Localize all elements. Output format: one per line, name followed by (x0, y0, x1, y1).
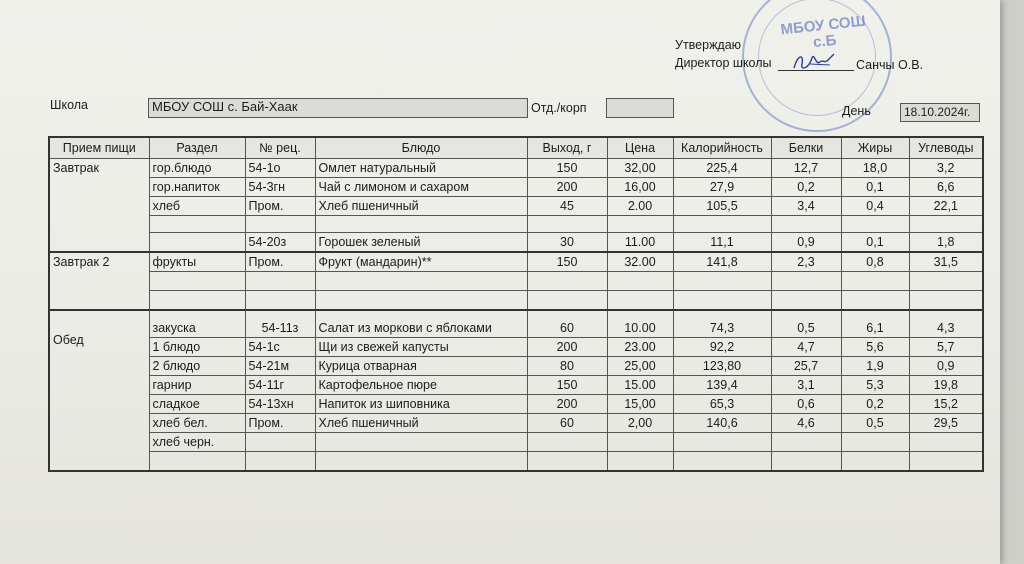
output-cell (527, 452, 607, 472)
price-cell (607, 216, 673, 233)
table-row (49, 197, 983, 216)
dish-cell (315, 216, 527, 233)
dish-cell: Хлеб пшеничный (315, 414, 527, 433)
price-cell: 23.00 (607, 338, 673, 357)
protein-cell: 0,5 (771, 310, 841, 338)
section-cell (149, 452, 245, 472)
carbs-cell: 31,5 (909, 252, 983, 272)
protein-cell: 2,3 (771, 252, 841, 272)
fat-cell: 0,2 (841, 395, 909, 414)
section-cell: 1 блюдо (149, 338, 245, 357)
recipe-cell: 54-1о (245, 159, 315, 178)
recipe-cell: 54-13хн (245, 395, 315, 414)
protein-cell (771, 433, 841, 452)
dish-cell: Картофельное пюре (315, 376, 527, 395)
calories-cell: 140,6 (673, 414, 771, 433)
recipe-cell (245, 272, 315, 291)
recipe-cell: 54-21м (245, 357, 315, 376)
protein-cell: 4,6 (771, 414, 841, 433)
dish-cell (315, 272, 527, 291)
section-cell (149, 216, 245, 233)
fat-cell: 0,8 (841, 252, 909, 272)
protein-cell (771, 291, 841, 311)
calories-cell: 105,5 (673, 197, 771, 216)
day-field: 18.10.2024г. (900, 103, 980, 122)
meal-name: Обед (49, 310, 149, 471)
dish-cell: Хлеб пшеничный (315, 197, 527, 216)
director-label: Директор школы (675, 56, 772, 70)
price-cell (607, 433, 673, 452)
carbs-cell (909, 216, 983, 233)
price-cell: 11.00 (607, 233, 673, 253)
output-cell (527, 216, 607, 233)
dish-cell (315, 452, 527, 472)
col-header: Прием пищи (49, 137, 149, 159)
carbs-cell: 4,3 (909, 310, 983, 338)
dish-cell: Фрукт (мандарин)** (315, 252, 527, 272)
fat-cell: 0,5 (841, 414, 909, 433)
protein-cell (771, 272, 841, 291)
fat-cell (841, 433, 909, 452)
section-cell: 2 блюдо (149, 357, 245, 376)
calories-cell: 92,2 (673, 338, 771, 357)
price-cell: 2,00 (607, 414, 673, 433)
output-cell (527, 433, 607, 452)
carbs-cell: 6,6 (909, 178, 983, 197)
carbs-cell (909, 272, 983, 291)
calories-cell (673, 452, 771, 472)
table-row (49, 252, 983, 272)
table-row (49, 414, 983, 433)
protein-cell: 3,1 (771, 376, 841, 395)
table-row (49, 433, 983, 452)
table-row (49, 216, 983, 233)
recipe-cell (245, 452, 315, 472)
carbs-cell: 1,8 (909, 233, 983, 253)
fat-cell (841, 272, 909, 291)
output-cell: 45 (527, 197, 607, 216)
col-header: Белки (771, 137, 841, 159)
output-cell: 200 (527, 178, 607, 197)
price-cell: 16,00 (607, 178, 673, 197)
table-row (49, 338, 983, 357)
col-header: Углеводы (909, 137, 983, 159)
section-cell (149, 233, 245, 253)
recipe-cell (245, 433, 315, 452)
output-cell (527, 272, 607, 291)
col-header: Блюдо (315, 137, 527, 159)
section-cell: закуска (149, 310, 245, 338)
recipe-cell: 54-11з (245, 310, 315, 338)
recipe-cell: 54-11г (245, 376, 315, 395)
output-cell (527, 291, 607, 311)
price-cell: 15.00 (607, 376, 673, 395)
price-cell: 15,00 (607, 395, 673, 414)
dish-cell (315, 291, 527, 311)
calories-cell (673, 291, 771, 311)
calories-cell (673, 272, 771, 291)
school-stamp: МБОУ СОШ с.Б (742, 0, 892, 132)
dish-cell (315, 433, 527, 452)
fat-cell (841, 452, 909, 472)
dish-cell: Напиток из шиповника (315, 395, 527, 414)
carbs-cell (909, 291, 983, 311)
output-cell: 150 (527, 376, 607, 395)
table-row (49, 357, 983, 376)
table-row (49, 272, 983, 291)
school-field: МБОУ СОШ с. Бай-Хаак (148, 98, 528, 118)
table-row (49, 233, 983, 253)
dept-field (606, 98, 674, 118)
protein-cell (771, 216, 841, 233)
price-cell: 2.00 (607, 197, 673, 216)
price-cell: 25,00 (607, 357, 673, 376)
carbs-cell: 15,2 (909, 395, 983, 414)
protein-cell: 0,6 (771, 395, 841, 414)
dish-cell: Чай с лимоном и сахаром (315, 178, 527, 197)
carbs-cell (909, 433, 983, 452)
section-cell: хлеб бел. (149, 414, 245, 433)
col-header: Калорийность (673, 137, 771, 159)
table-header-row (49, 137, 983, 159)
dish-cell: Курица отварная (315, 357, 527, 376)
col-header: Раздел (149, 137, 245, 159)
calories-cell: 123,80 (673, 357, 771, 376)
dish-cell: Щи из свежей капусты (315, 338, 527, 357)
fat-cell (841, 216, 909, 233)
protein-cell: 4,7 (771, 338, 841, 357)
dept-label: Отд./корп (531, 101, 587, 115)
col-header: Жиры (841, 137, 909, 159)
carbs-cell (909, 452, 983, 472)
carbs-cell: 3,2 (909, 159, 983, 178)
carbs-cell: 19,8 (909, 376, 983, 395)
approve-label: Утверждаю (675, 38, 742, 52)
table-row (49, 291, 983, 311)
section-cell: сладкое (149, 395, 245, 414)
col-header: Цена (607, 137, 673, 159)
fat-cell: 0,4 (841, 197, 909, 216)
recipe-cell: Пром. (245, 252, 315, 272)
calories-cell: 11,1 (673, 233, 771, 253)
recipe-cell (245, 216, 315, 233)
recipe-cell: Пром. (245, 197, 315, 216)
fat-cell: 0,1 (841, 178, 909, 197)
calories-cell: 225,4 (673, 159, 771, 178)
recipe-cell: Пром. (245, 414, 315, 433)
carbs-cell: 29,5 (909, 414, 983, 433)
section-cell: фрукты (149, 252, 245, 272)
output-cell: 200 (527, 338, 607, 357)
col-header: № рец. (245, 137, 315, 159)
price-cell: 32.00 (607, 252, 673, 272)
output-cell: 60 (527, 414, 607, 433)
output-cell: 30 (527, 233, 607, 253)
protein-cell: 0,2 (771, 178, 841, 197)
day-label: День (842, 104, 871, 118)
menu-table (48, 136, 984, 472)
fat-cell: 0,1 (841, 233, 909, 253)
recipe-cell: 54-1с (245, 338, 315, 357)
calories-cell: 141,8 (673, 252, 771, 272)
table-row (49, 310, 983, 338)
price-cell (607, 291, 673, 311)
dish-cell: Салат из моркови с яблоками (315, 310, 527, 338)
output-cell: 150 (527, 159, 607, 178)
section-cell: хлеб черн. (149, 433, 245, 452)
dish-cell: Горошек зеленый (315, 233, 527, 253)
price-cell: 32,00 (607, 159, 673, 178)
section-cell: гор.блюдо (149, 159, 245, 178)
protein-cell: 12,7 (771, 159, 841, 178)
fat-cell: 6,1 (841, 310, 909, 338)
calories-cell (673, 216, 771, 233)
section-cell: хлеб (149, 197, 245, 216)
director-signature (790, 50, 840, 74)
output-cell: 200 (527, 395, 607, 414)
price-cell (607, 272, 673, 291)
calories-cell (673, 433, 771, 452)
carbs-cell: 22,1 (909, 197, 983, 216)
protein-cell (771, 452, 841, 472)
calories-cell: 74,3 (673, 310, 771, 338)
protein-cell: 3,4 (771, 197, 841, 216)
price-cell (607, 452, 673, 472)
output-cell: 80 (527, 357, 607, 376)
section-cell: гор.напиток (149, 178, 245, 197)
recipe-cell: 54-3гн (245, 178, 315, 197)
recipe-cell (245, 291, 315, 311)
fat-cell: 18,0 (841, 159, 909, 178)
carbs-cell: 5,7 (909, 338, 983, 357)
meal-name: Завтрак (49, 159, 149, 253)
fat-cell: 5,3 (841, 376, 909, 395)
dish-cell: Омлет натуральный (315, 159, 527, 178)
calories-cell: 65,3 (673, 395, 771, 414)
recipe-cell: 54-20з (245, 233, 315, 253)
protein-cell: 25,7 (771, 357, 841, 376)
col-header: Выход, г (527, 137, 607, 159)
director-name: Санчы О.В. (856, 58, 923, 72)
output-cell: 150 (527, 252, 607, 272)
table-row (49, 178, 983, 197)
output-cell: 60 (527, 310, 607, 338)
table-row (49, 452, 983, 472)
fat-cell (841, 291, 909, 311)
protein-cell: 0,9 (771, 233, 841, 253)
table-row (49, 159, 983, 178)
carbs-cell: 0,9 (909, 357, 983, 376)
meal-name: Завтрак 2 (49, 252, 149, 310)
section-cell: гарнир (149, 376, 245, 395)
fat-cell: 5,6 (841, 338, 909, 357)
calories-cell: 27,9 (673, 178, 771, 197)
price-cell: 10.00 (607, 310, 673, 338)
table-row (49, 376, 983, 395)
section-cell (149, 272, 245, 291)
school-label: Школа (50, 98, 88, 112)
section-cell (149, 291, 245, 311)
fat-cell: 1,9 (841, 357, 909, 376)
calories-cell: 139,4 (673, 376, 771, 395)
table-row (49, 395, 983, 414)
